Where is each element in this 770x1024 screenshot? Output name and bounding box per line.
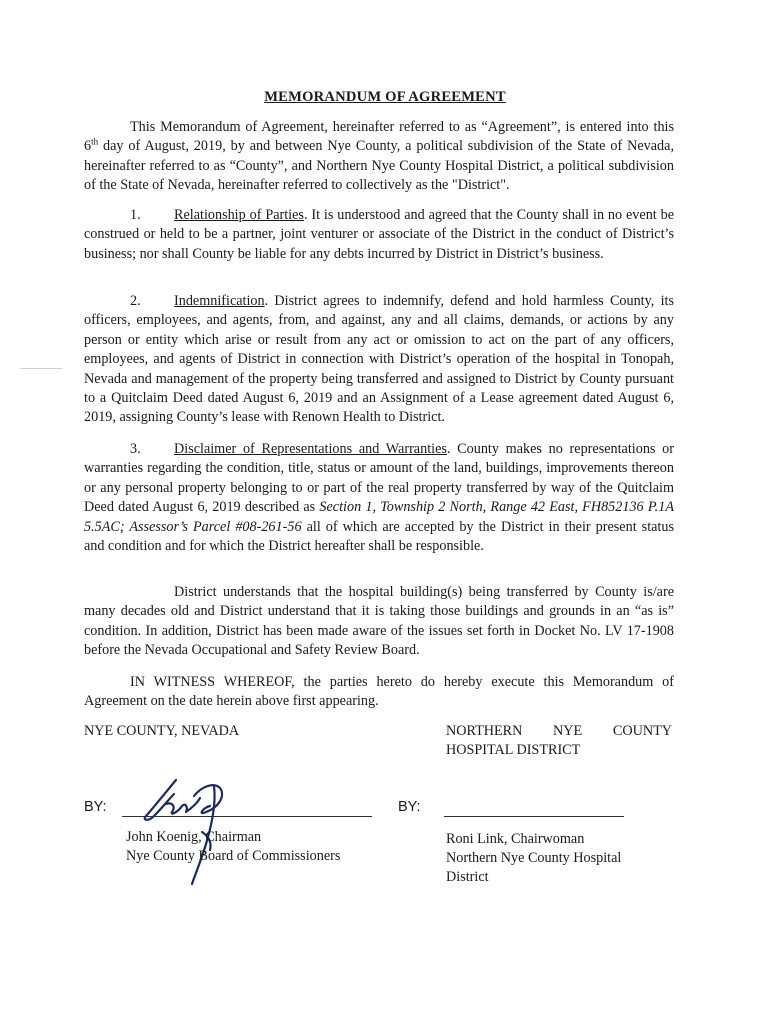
parcel-description: Section 1, Township 2 North, Range 42 East, FH852136 P.1A 5.5AC; Assessor’s Parcel #08-261-56 bbox=[84, 499, 674, 535]
by-label-left: BY: bbox=[84, 799, 107, 815]
signer-left-title: Nye County Board of Commissioners bbox=[126, 848, 341, 864]
section-number: 2. bbox=[130, 293, 141, 309]
section-heading: Indemnification bbox=[174, 293, 265, 309]
party-left: NYE COUNTY, NEVADA bbox=[84, 723, 240, 739]
section-relationship: 1. Relationship of Parties. It is understood and agreed that the County shall in no event be construed or held to be a partner, joint venturer or associate of the District in the conduct of District’s business; nor shall County be liable for any debts incurred by District in District’s business. bbox=[84, 207, 675, 262]
section-heading: Relationship of Parties bbox=[174, 207, 304, 223]
intro-paragraph: This Memorandum of Agreement, hereinafter referred to as “Agreement”, is entered into this 6th day of August, 2019, by and between Nye County, a political subdivision of the State of Nevada, hereinafter referred to as “County”, and Northern Nye County Hospital District, a political subdivision of the State of Nevada, hereinafter referred to collectively as the "District". bbox=[84, 119, 674, 194]
section-indemnification: 2. Indemnification. District agrees to indemnify, defend and hold harmless County, its officers, employees, and agents, from, and against, any and all claims, demands, or actions by any person or entity which arise or result from any act or omission to act on the part of any officers, employees, and agents of District in connection with District’s operation of the hospital in Tonopah, Nevada and management of the property being transferred and assigned to District by County pursuant to a Quitclaim Deed dated August 6, 2019 and an Assignment of a Lease agreement dated August 6, 2019, assigning County’s lease with Renown Health to District. bbox=[84, 293, 674, 426]
signature-line-right bbox=[444, 816, 624, 817]
section-number: 1. bbox=[130, 207, 141, 223]
section-number: 3. bbox=[130, 441, 141, 457]
document-title: MEMORANDUM OF AGREEMENT bbox=[264, 89, 506, 105]
signer-left-name: John Koenig, Chairman bbox=[126, 829, 262, 845]
signer-right-name: Roni Link, Chairwoman bbox=[446, 831, 585, 847]
signer-right-title-cont: District bbox=[446, 869, 489, 885]
section-heading: Disclaimer of Representations and Warranties bbox=[174, 441, 447, 457]
party-right: NORTHERN NYE COUNTY HOSPITAL DISTRICT bbox=[446, 723, 672, 759]
margin-mark bbox=[20, 368, 62, 369]
witness-paragraph: IN WITNESS WHEREOF, the parties hereto do hereby execute this Memorandum of Agreement on the date herein above first appearing. bbox=[84, 674, 674, 710]
section-disclaimer: 3. Disclaimer of Representations and Warranties. County makes no representations or warranties regarding the condition, title, status or amount of the land, buildings, improvements thereon or any personal property belonging to or part of the real property transferred by way of the Quitclaim Deed dated August 6, 2019 described as Section 1, Township 2 North, Range 42 East, FH852136 P.1A 5.5AC; Assessor’s Parcel #08-261-56 all of which are accepted by the District in their present status and condition and for which the District hereafter shall be responsible. bbox=[84, 441, 674, 555]
hospital-condition-paragraph: District understands that the hospital building(s) being transferred by County is/are many decades old and District understand that it is taking those buildings and grounds in an “as is” condition. In addition, District has been made aware of the issues set forth in Docket No. LV 17-1908 before the Nevada Occupational and Safety Review Board. bbox=[84, 584, 674, 659]
signer-right-title: Northern Nye County Hospital bbox=[446, 850, 622, 866]
by-label-right: BY: bbox=[398, 799, 421, 815]
